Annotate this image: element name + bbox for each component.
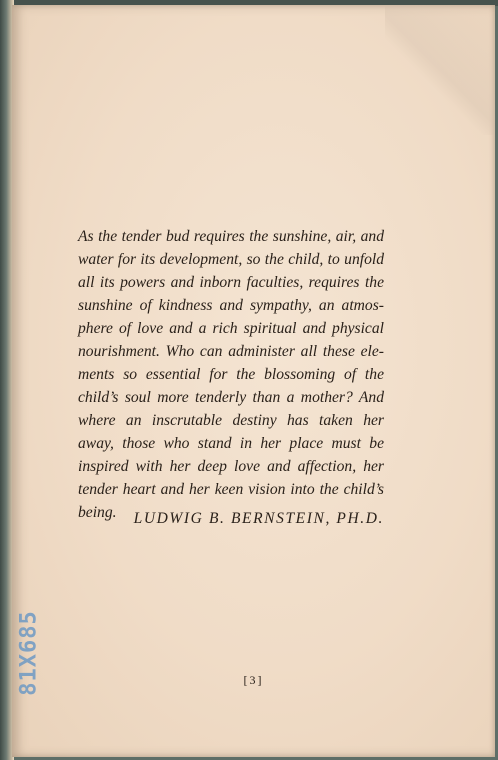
library-call-number-text: 81X685	[16, 610, 42, 696]
book-page	[12, 5, 495, 757]
page-number: [3]	[243, 673, 264, 687]
epigraph-author: LUDWIG B. BERNSTEIN, PH.D.	[133, 510, 384, 527]
library-call-number-stamp	[14, 597, 44, 709]
page-corner-fold	[385, 5, 495, 135]
epigraph-quote: As the tender bud requires the sunshine, air, and water for its development, so the child, to unfold all its powers and inborn faculties, requires the sunshine of kindness and sympathy, an atmos-phere of love and a rich spiritual and physical nourishment. Who can administer all these ele-ments so essential for the blossoming of the child’s soul more tenderly than a mother? And where an inscrutable destiny has taken her away, those who stand in her place must be inspired with her deep love and affection, her tender heart and her keen vision into the child’s being.	[78, 228, 384, 521]
